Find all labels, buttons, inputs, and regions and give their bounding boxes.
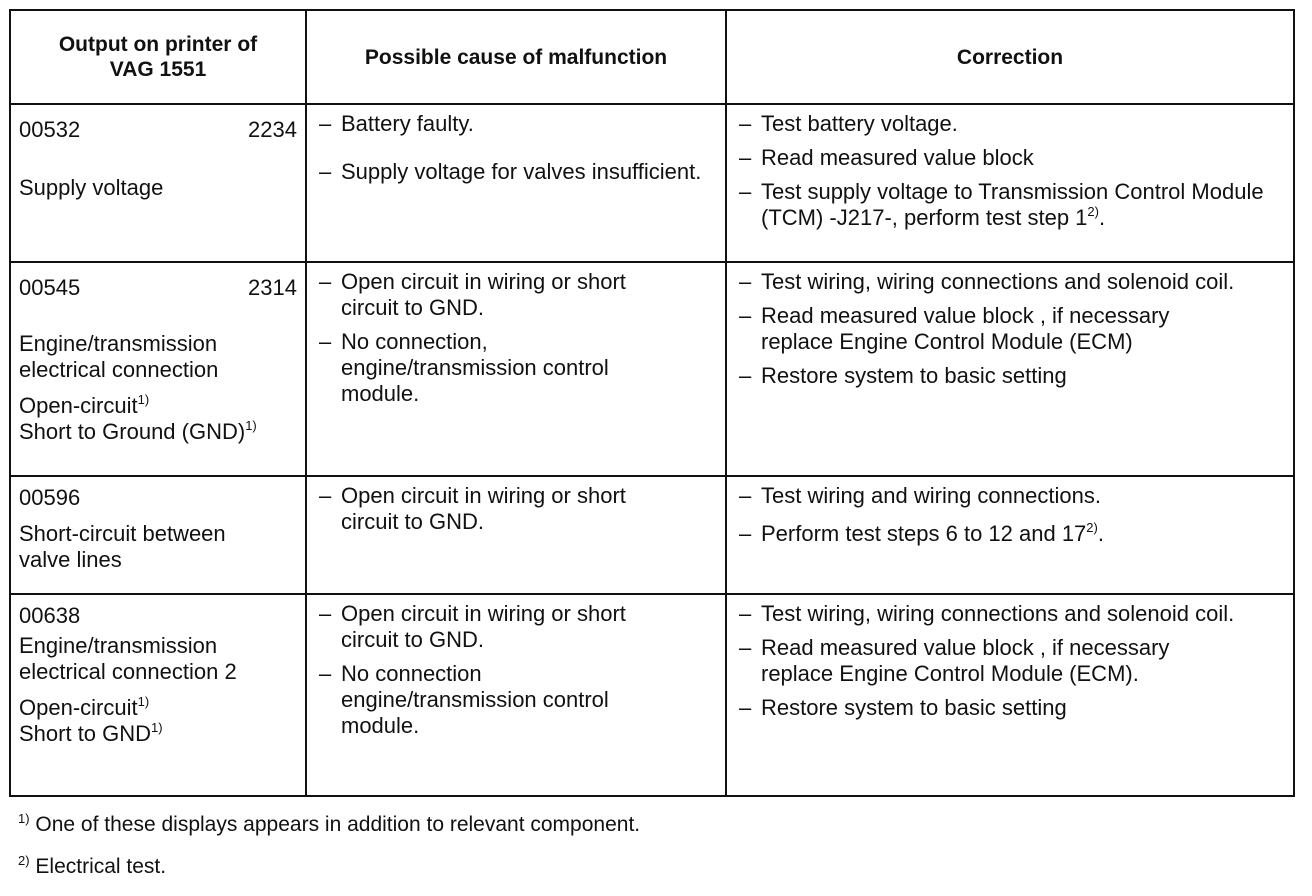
fault-subtype: Short to GND$^{1)}$ — [19, 720, 163, 746]
correction-item: – Read measured value block , if necessary replace Engine Control Module (ECM). — [735, 635, 1231, 687]
table-row — [10, 262, 1294, 476]
cause-cell — [306, 104, 726, 262]
footnotes — [18, 812, 640, 896]
header-row — [10, 10, 1294, 104]
fault-code: 00596 — [19, 485, 81, 510]
output-cell — [10, 262, 306, 476]
correction-item: – Restore system to basic setting — [735, 363, 1285, 389]
correction-item: – Perform test steps 6 to 12 and 17$^{2)}$. — [735, 521, 1285, 547]
correction-cell — [726, 104, 1294, 262]
cause-item: – Open circuit in wiring or short circuit to GND. — [315, 483, 671, 535]
correction-cell — [726, 262, 1294, 476]
correction-item: – Restore system to basic setting — [735, 695, 1285, 721]
correction-item: – Read measured value block , if necessary replace Engine Control Module (ECM) — [735, 303, 1231, 355]
table-row — [10, 104, 1294, 262]
correction-item: – Test supply voltage to Transmission Control Module (TCM) -J217-, perform test step 1$^{2)}$. — [735, 179, 1285, 231]
fault-description: Engine/transmission electrical connection 2 — [19, 633, 237, 684]
cause-item: – Open circuit in wiring or short circuit to GND. — [315, 601, 671, 653]
fault-number: 2314 — [248, 275, 297, 300]
cause-cell — [306, 476, 726, 594]
fault-description: Engine/transmission electrical connection — [19, 331, 219, 382]
fault-code: 00532 — [19, 117, 81, 142]
cause-item: – Supply voltage for valves insufficient. — [315, 159, 717, 185]
fault-code-table — [9, 9, 1295, 797]
cause-cell — [306, 594, 726, 796]
output-cell — [10, 476, 306, 594]
fault-subtype: Open-circuit$^{1)}$ — [19, 694, 150, 720]
fault-code: 00545 — [19, 275, 81, 300]
header-output-line2: VAG 1551 — [109, 58, 207, 81]
header-output-line1: Output on printer of — [58, 33, 258, 56]
header-output — [10, 10, 306, 104]
correction-item: – Test wiring, wiring connections and solenoid coil. — [735, 601, 1285, 627]
header-correction: Correction — [726, 10, 1294, 104]
fault-code: 00638 — [19, 603, 81, 628]
table-row — [10, 476, 1294, 594]
correction-cell — [726, 594, 1294, 796]
cause-cell — [306, 262, 726, 476]
cause-item: – Open circuit in wiring or short circuit to GND. — [315, 269, 671, 321]
output-cell — [10, 594, 306, 796]
correction-item: – Test wiring, wiring connections and solenoid coil. — [735, 269, 1285, 295]
correction-item: – Read measured value block — [735, 145, 1285, 171]
table-row — [10, 594, 1294, 796]
header-cause: Possible cause of malfunction — [306, 10, 726, 104]
cause-item: – No connection engine/transmission control module. — [315, 661, 671, 739]
fault-description: Supply voltage — [19, 175, 164, 200]
fault-subtype: Open-circuit$^{1)}$ — [19, 392, 150, 418]
fault-number: 2234 — [248, 117, 297, 142]
correction-item: – Test battery voltage. — [735, 111, 1285, 137]
cause-item: – No connection, engine/transmission control module. — [315, 329, 671, 407]
footnote: $^{2)}$ Electrical test. — [18, 853, 167, 878]
correction-item: – Test wiring and wiring connections. — [735, 483, 1285, 509]
footnote: $^{1)}$ One of these displays appears in addition to relevant component. — [18, 811, 641, 836]
cause-item: – Battery faulty. — [315, 111, 717, 137]
correction-cell — [726, 476, 1294, 594]
fault-subtype: Short to Ground (GND)$^{1)}$ — [19, 418, 257, 444]
fault-description: Short-circuit between valve lines — [19, 521, 226, 572]
output-cell — [10, 104, 306, 262]
